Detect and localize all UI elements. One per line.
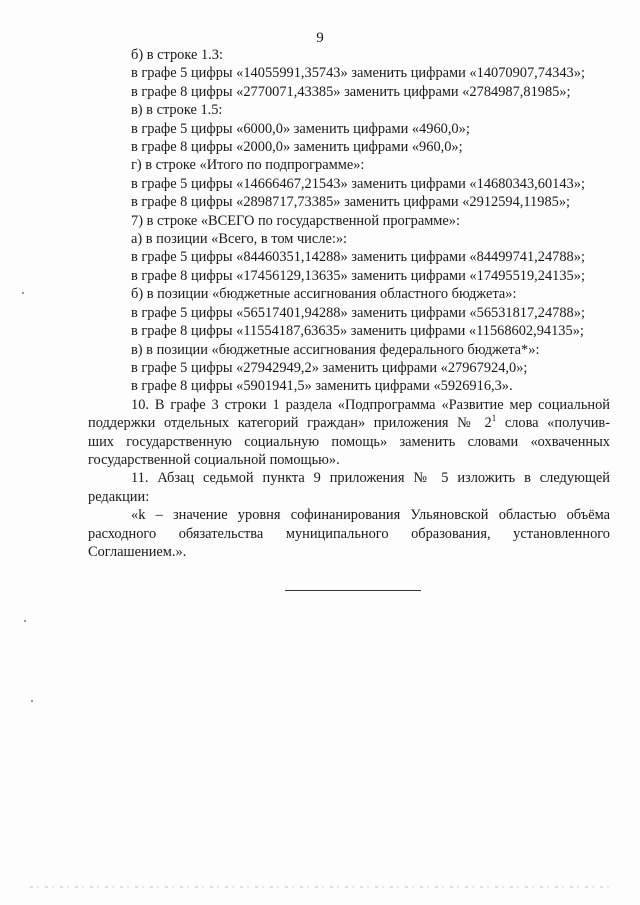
paragraph-10-line-2: [88, 414, 610, 432]
text-line: б) в строке 1.3:: [131, 47, 223, 63]
text-line: в графе 8 цифры «5901941,5» заменить цифрами «5926916,3».: [131, 378, 513, 395]
paragraph-11-line-2: редакции:: [88, 488, 150, 505]
quoted-text: [88, 506, 610, 561]
page-number: 9: [316, 30, 324, 46]
document-body: [88, 46, 610, 561]
text-line: в графе 8 цифры «2770071,43385» заменить цифрами «2784987,81985»;: [131, 83, 571, 100]
closing-separator-line: [285, 590, 421, 591]
text-line: в графе 8 цифры «2898717,73385» заменить цифрами «2912594,11985»;: [131, 194, 571, 211]
text-line: в графе 5 цифры «27942949,2» заменить цифрами «27967924,0»;: [131, 359, 528, 376]
text-line: в графе 5 цифры «84460351,14288» заменить цифрами «84499741,24788»;: [131, 249, 585, 266]
text-line: г) в строке «Итого по подпрограмме»:: [131, 157, 365, 174]
scan-artifact: [24, 620, 26, 622]
text-line: в графе 5 цифры «56517401,94288» заменить цифрами «56531817,24788»;: [131, 304, 585, 321]
paragraph-10-line-2-end: слова «получив-: [496, 415, 610, 432]
text-line: в графе 5 цифры «14055991,35743» заменить цифрами «14070907,74343»;: [131, 65, 585, 82]
text-line: в графе 8 цифры «2000,0» заменить цифрами «960,0»;: [131, 139, 463, 156]
text-line: а) в позиции «Всего, в том числе:»:: [131, 231, 348, 248]
scan-artifact: [31, 700, 33, 702]
scan-artifact: [22, 292, 24, 294]
paragraph-10-line-4: государственной социальной помощью».: [88, 451, 340, 468]
text-line: в графе 5 цифры «6000,0» заменить цифрами «4960,0»;: [131, 120, 470, 137]
quote-line-1: «k – значение уровня софинанирования Ульяновской областью объёма: [131, 507, 610, 524]
paragraph-11-line-1: 11. Абзац седьмой пункта 9 приложения № 5 изложить в следующей: [131, 470, 610, 487]
quote-line-2: расходного обязательства муниципального образования, установленного: [88, 525, 610, 542]
text-line: в графе 5 цифры «14666467,21543» заменить цифрами «14680343,60143»;: [131, 175, 585, 192]
text-line: в) в позиции «бюджетные ассигнования федерального бюджета*»:: [131, 341, 540, 358]
text-line: в графе 8 цифры «17456129,13635» заменить цифрами «17495519,24135»;: [131, 267, 585, 284]
text-line: в графе 8 цифры «11554187,63635» заменить цифрами «11568602,94135»;: [131, 323, 584, 340]
text-line: 7) в строке «ВСЕГО по государственной программе»:: [131, 212, 460, 229]
paragraph-10-line-2-start: поддержки отдельных категорий граждан» приложения № 2: [88, 415, 492, 432]
paragraph-10-line-3: ших государственную социальную помощь» заменить словами «охваченных: [88, 433, 610, 450]
quote-line-3: Соглашением.».: [88, 543, 187, 560]
paragraph-11: [88, 469, 610, 506]
text-line: в) в строке 1.5:: [131, 102, 223, 119]
superscript-mark: 1: [491, 413, 497, 424]
paragraph-10: [88, 396, 610, 470]
text-line: б) в позиции «бюджетные ассигнования областного бюджета»:: [131, 286, 517, 303]
scan-edge-noise: [30, 886, 610, 888]
paragraph-10-line-1: 10. В графе 3 строки 1 раздела «Подпрограмма «Развитие мер социальной: [131, 396, 610, 413]
